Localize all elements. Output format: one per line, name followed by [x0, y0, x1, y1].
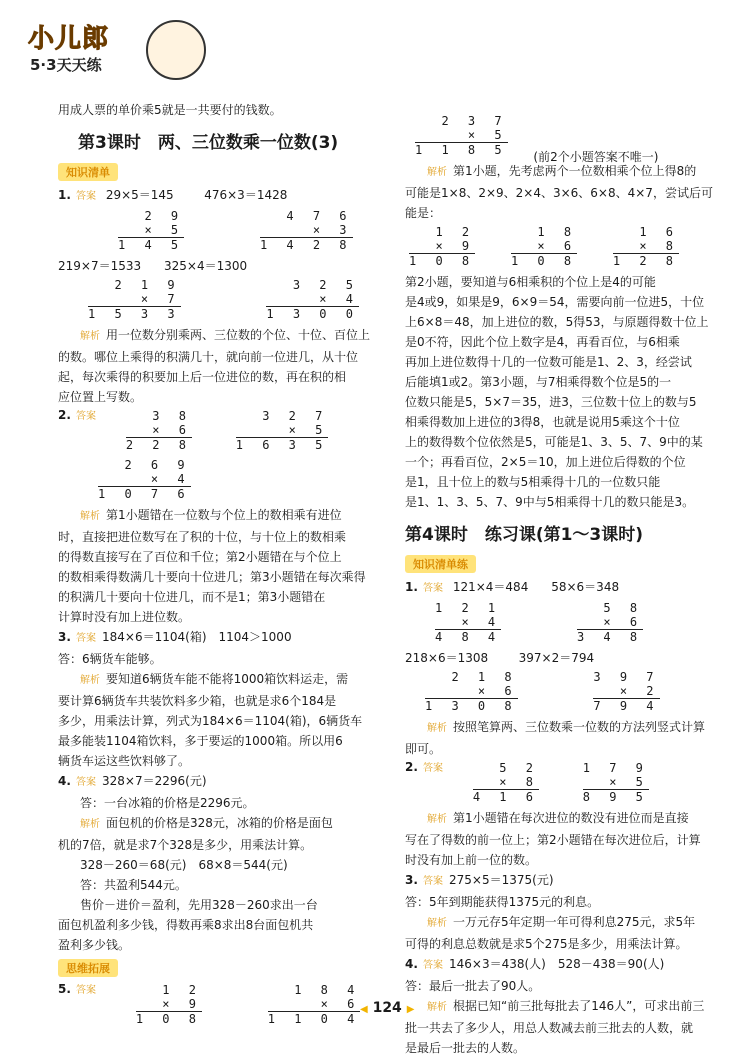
text-line: 时没有加上前一位的数。 — [405, 853, 538, 867]
text-line: 上6×8＝48，加上进位的数，5得53，与原题得数十位上 — [405, 315, 709, 329]
text-line: 是0不符，因此个位上数字是4，再看百位，与6相乘 — [405, 335, 680, 349]
text-line: 面包机盈利多少钱，得数再乘8求出8台面包机共 — [58, 918, 314, 932]
vertical-calc: 1 7 9 × 5 8 9 5 — [582, 761, 649, 804]
text-line: 盈利多少钱。 — [58, 938, 131, 952]
text-line: 要计算6辆货车共装饮料多少箱，也就是求6个184是 — [58, 694, 337, 708]
text-line: 即可。 — [405, 742, 442, 756]
lesson3-title: 第3课时 两、三位数乘一位数(3) — [78, 133, 339, 153]
text-line: 应位置上写数。 — [58, 390, 143, 404]
p4-explanation: 解析 根据已知“前三批每批去了146人”，可求出前三 — [427, 999, 705, 1013]
vertical-calc: 5 2 × 8 4 1 6 — [472, 761, 539, 804]
vertical-calc: 2 9 × 5 1 4 5 — [118, 209, 185, 252]
vertical-calc: 3 8 × 6 2 2 8 — [125, 409, 192, 452]
q1-equations-2: 219×7＝1533 325×4＝1300 — [58, 259, 248, 273]
vertical-calc: 2 1 8 × 6 1 3 0 8 — [425, 670, 518, 713]
q4-equation-2: 328－260＝68(元) 68×8＝544(元) — [80, 858, 288, 872]
text-line: 是1，且十位上的数与5相乘得十几的一位数只能 — [405, 475, 661, 489]
mascot-icon — [146, 20, 206, 80]
p2-vertical-row: 2. 答案 5 2 × 8 4 1 6 1 7 9 × 5 8 9 5 — [405, 760, 649, 804]
note-text: (前2个小题答案不唯一) — [533, 150, 659, 164]
p1-equations: 1. 答案 121×4＝484 58×6＝348 — [405, 580, 620, 594]
brand-series: 5·3天天练 — [30, 56, 102, 74]
top-vertical — [405, 112, 715, 164]
text-line: 多少，用乘法计算，列式为184×6＝1104(箱)，6辆货车 — [58, 714, 363, 728]
text-line: 可得的利息总数就是求5个275是多少，用乘法计算。 — [405, 937, 688, 951]
vertical-calc: 1 2 × 9 1 0 8 — [409, 225, 476, 268]
vertical-calc: 5 8 × 6 3 4 8 — [576, 601, 644, 644]
page-number — [360, 1000, 414, 1016]
p3-explanation: 解析 一万元存5年定期一年可得利息275元，求5年 — [427, 915, 696, 929]
r-explanation: 解析 第1小题，先考虑两个一位数相乘个位上得8的 — [427, 164, 697, 178]
q2-vertical-row: 2. 答案 3 8 × 6 2 2 8 3 2 7 × 5 1 6 3 5 — [58, 408, 329, 452]
q3-equation: 3. 答案 184×6＝1104(箱) 1104＞1000 — [58, 630, 292, 644]
text-line: 计算时没有加上进位数。 — [58, 610, 191, 624]
vertical-calc: 1 6 × 8 1 2 8 — [612, 225, 680, 268]
text-line: 再加上进位数得十几的一位数可能是1、2、3，经尝试 — [405, 355, 692, 369]
p1-equations-2: 218×6＝1308 397×2＝794 — [405, 651, 595, 665]
vertical-calc: 2 6 9 × 4 1 0 7 6 — [98, 458, 191, 501]
text-line: 一个；再看百位，2×5＝10，加上进位后得数的个位 — [405, 455, 686, 469]
vertical-calc: 3 9 7 × 2 7 9 4 — [593, 670, 660, 713]
q1-vertical-row2 — [58, 276, 393, 325]
vertical-calc: 1 8 4 × 6 1 1 0 4 — [267, 983, 361, 1026]
vertical-calc: 3 2 5 × 4 1 3 0 0 — [266, 278, 359, 321]
vertical-calc: 3 2 7 × 5 1 6 3 5 — [235, 409, 329, 452]
brand-logo: 小儿郎 — [28, 24, 110, 54]
text-line: 批一共去了多少人，用总人数减去前三批去的人数，就 — [405, 1021, 694, 1035]
page-number-text: 124 — [372, 1000, 402, 1016]
p3-equation: 3. 答案 275×5＝1375(元) — [405, 873, 554, 887]
brand-header — [28, 18, 208, 76]
q1-explanation: 解析 用一位数分别乘两、三位数的个位、十位、百位上 — [80, 328, 371, 342]
q4-answer-2: 答：共盈利544元。 — [80, 878, 187, 892]
q4-equation: 4. 答案 328×7＝2296(元) — [58, 774, 207, 788]
text-line: 上的数得数个位依然是5，可能是1、3、5、7、9中的某 — [405, 435, 703, 449]
left-arrow-icon: ◀ — [360, 1004, 368, 1015]
section-tag: 思维拓展 — [58, 959, 118, 977]
text-line: 的数相乘得数满几十要向十位进几；第3小题错在每次乘得 — [58, 570, 366, 584]
small-verticals — [405, 223, 715, 272]
text-line: 第2小题，要知道与6相乘积的个位上是4的可能 — [405, 275, 656, 289]
q4-explanation: 解析 面包机的价格是328元，冰箱的价格是面包 — [80, 816, 333, 830]
q1-vertical-row1 — [58, 207, 393, 256]
text-line: 售价－进价＝盈利，先用328－260求出一台 — [80, 898, 318, 912]
right-arrow-icon: ▶ — [406, 1004, 415, 1015]
text-line: 起，每次乘得的积要加上后一位进位的数，再在积的相 — [58, 370, 347, 384]
text-line: 时，直接把进位数写在了积的十位，与十位上的数相乘 — [58, 530, 347, 544]
q3-explanation: 解析 要知道6辆货车能不能将1000箱饮料运走，需 — [80, 672, 349, 686]
p4-equation: 4. 答案 146×3＝438(人) 528－438＝90(人) — [405, 957, 665, 971]
text-line: 后能填1或2。第3小题，与7相乘得数个位是5的一 — [405, 375, 672, 389]
p2-explanation: 解析 第1小题错在每次进位的数没有进位而是直接 — [427, 811, 689, 825]
vertical-calc: 1 8 × 6 1 0 8 — [510, 225, 578, 268]
p1-vertical-row1 — [405, 599, 715, 648]
lesson4-title: 第4课时 练习课(第1～3课时) — [405, 525, 644, 545]
text-line: 是1、1、3、5、7、9中与5相乘得十几的数只能是3。 — [405, 495, 695, 509]
p1-vertical-row2 — [405, 668, 715, 717]
text-line: 写在了得数的前一位上；第2小题错在每次进位后，计算 — [405, 833, 701, 847]
p4-answer: 答：最后一批去了90人。 — [405, 979, 541, 993]
text-line: 位数只能是5，5×7＝35，进3，三位数十位上的数与5 — [405, 395, 697, 409]
q5-vertical-row: 5. 答案 1 2 × 9 1 0 8 1 8 4 × 6 1 1 0 4 — [58, 982, 361, 1026]
vertical-calc: 2 1 9 × 7 1 5 3 3 — [88, 278, 181, 321]
text-line: 的数。哪位上乘得的积满几十，就向前一位进几，从十位 — [58, 350, 359, 364]
vertical-calc: 1 2 × 9 1 0 8 — [135, 983, 202, 1026]
text-line: 的积满几十要向十位进几，而不是1；第3小题错在 — [58, 590, 326, 604]
section-tag: 知识清单 — [58, 163, 118, 181]
p3-answer: 答：5年到期能获得1375元的利息。 — [405, 895, 600, 909]
p1-explanation: 解析 按照笔算两、三位数乘一位数的方法列竖式计算 — [427, 720, 706, 734]
q1-equations: 1. 答案 29×5＝145 476×3＝1428 — [58, 188, 288, 202]
right-column — [405, 112, 715, 1058]
text-line: 可能是1×8、2×9、2×4、3×6、6×8、4×7，尝试后可 — [405, 186, 713, 200]
intro-text: 用成人票的单价乘5就是一共要付的钱数。 — [58, 103, 282, 117]
text-line: 最多能装1104箱饮料，多于要运的1000箱。所以用6 — [58, 734, 343, 748]
q2-explanation: 解析 第1小题错在一位数与个位上的数相乘有进位 — [80, 508, 342, 522]
text-line: 是4或9，如果是9，6×9＝54，需要向前一位进5，十位 — [405, 295, 705, 309]
q4-answer: 答：一台冰箱的价格是2296元。 — [80, 796, 255, 810]
text-line: 辆货车运这些饮料够了。 — [58, 754, 191, 768]
text-line: 能是： — [405, 206, 442, 220]
q3-answer: 答：6辆货车能够。 — [58, 652, 162, 666]
section-tag: 知识清单练 — [405, 555, 476, 573]
vertical-calc: 2 3 7 × 5 1 1 8 5 — [415, 114, 508, 157]
text-line: 是最后一批去的人数。 — [405, 1041, 526, 1055]
text-line: 相乘得数加上进位的3得8，也就是说用5乘这个十位 — [405, 415, 680, 429]
vertical-calc: 1 2 1 × 4 4 8 4 — [435, 601, 502, 644]
vertical-calc: 4 7 6 × 3 1 4 2 8 — [259, 209, 353, 252]
text-line: 的得数直接写在了百位和千位；第2小题错在与个位上 — [58, 550, 342, 564]
text-line: 机的7倍，就是求7个328是多少，用乘法计算。 — [58, 838, 313, 852]
left-column — [58, 100, 393, 1030]
